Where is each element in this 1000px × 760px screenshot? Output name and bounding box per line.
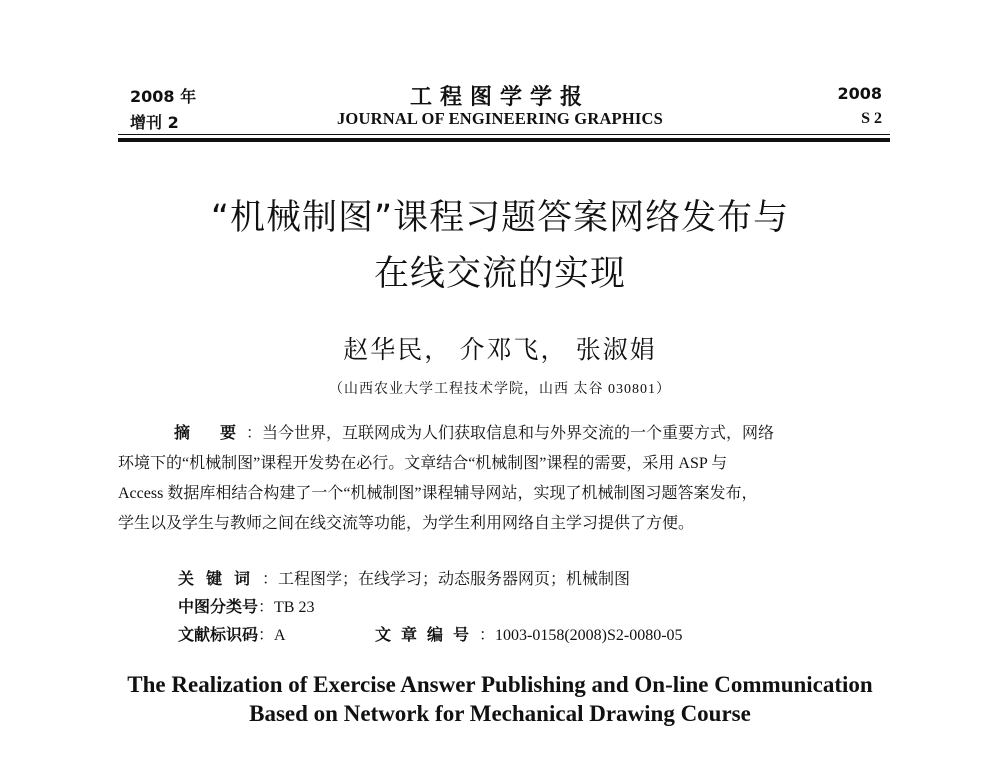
article-number xyxy=(375,622,683,645)
english-title-line2: Based on Network for Mechanical Drawing Course xyxy=(249,701,751,726)
header-rule-thick xyxy=(118,138,890,142)
english-title-line1: The Realization of Exercise Answer Publishing and On-line Communication xyxy=(127,672,873,697)
header-issue: S 2 xyxy=(861,110,882,127)
article-number-value: ：1003-0158(2008)S2-0080-05 xyxy=(479,627,683,644)
journal-title-cn: 工程图学学报 xyxy=(409,85,590,110)
header-year-cn: 2008 年 xyxy=(130,87,197,106)
abstract-line: 环境下的“机械制图”课程开发势在必行。文章结合“机械制图”课程的需要，采用 ASP 与 xyxy=(118,455,728,472)
abstract-line: 学生以及学生与教师之间在线交流等功能，为学生利用网络自主学习提供了方便。 xyxy=(118,515,695,532)
article-title-line1: “机械制图”课程习题答案网络发布与 xyxy=(210,198,790,238)
classification-label: 中图分类号 xyxy=(178,597,259,616)
document-id-label: 文献标识码 xyxy=(178,625,259,644)
article-affiliation: （山西农业大学工程技术学院，山西 太谷 030801） xyxy=(329,382,671,397)
header-rule-thin xyxy=(118,134,890,135)
article-number-label: 文章编号 xyxy=(375,625,480,644)
journal-title-en: JOURNAL OF ENGINEERING GRAPHICS xyxy=(336,109,663,128)
abstract-line: Access 数据库相结合构建了一个“机械制图”课程辅导网站，实现了机械制图习题答案发布， xyxy=(118,485,758,502)
keywords-value: ：工程图学；在线学习；动态服务器网页；机械制图 xyxy=(262,571,631,588)
keywords-label: 关键词 xyxy=(178,569,263,588)
header-year: 2008 xyxy=(837,84,882,103)
article-authors: 赵华民， 介邓飞， 张淑娟 xyxy=(343,337,657,364)
abstract xyxy=(118,418,890,539)
abstract-label: 摘要 xyxy=(174,423,267,442)
classification-value: ：TB 23 xyxy=(258,599,315,616)
classification xyxy=(178,594,314,617)
document-id xyxy=(178,622,286,645)
abstract-line: 摘要：当今世界，互联网成为人们获取信息和与外界交流的一个重要方式，网络 xyxy=(174,423,775,442)
document-id-value: ：A xyxy=(258,627,286,644)
header-issue-cn: 增刊 2 xyxy=(130,113,179,132)
keywords xyxy=(178,566,630,589)
article-title-line2: 在线交流的实现 xyxy=(373,254,626,294)
